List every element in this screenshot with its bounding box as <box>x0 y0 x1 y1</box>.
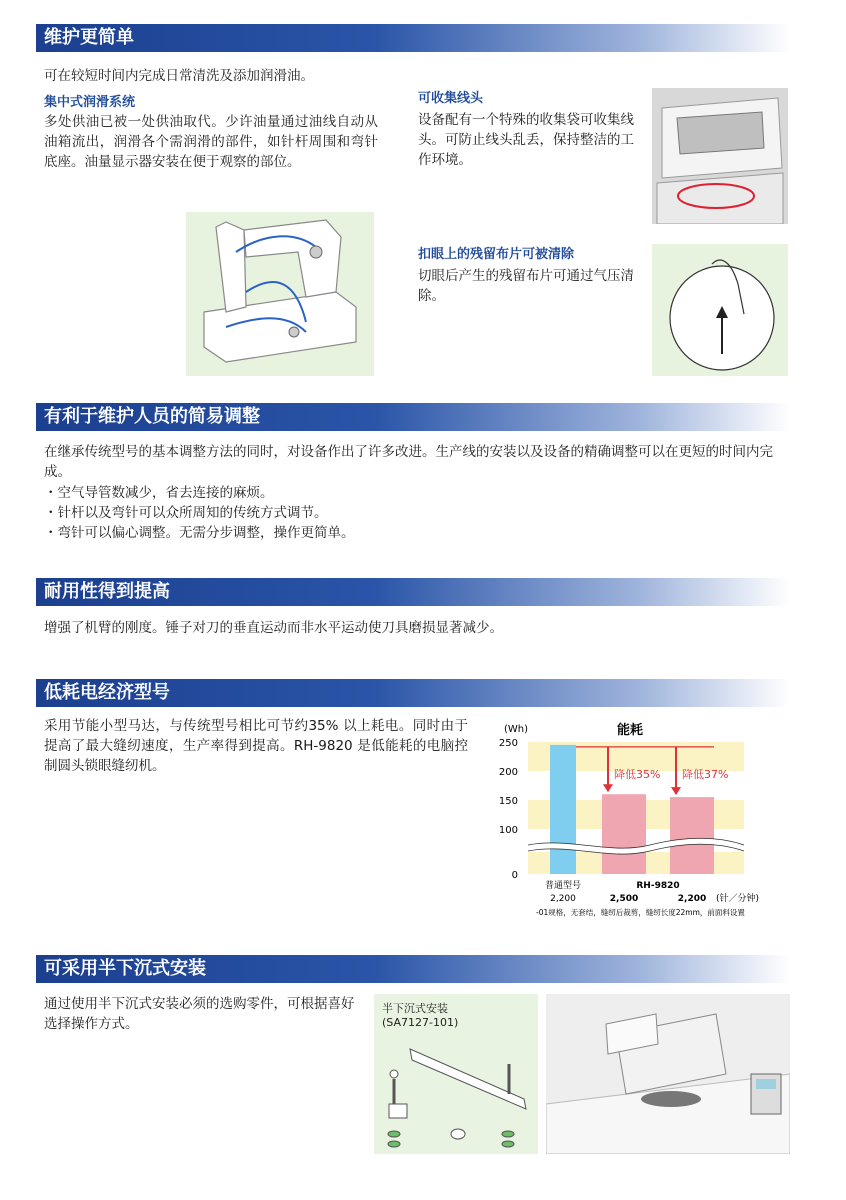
scrap-text: 切眼后产生的残留布片可通过气压清除。 <box>418 268 634 304</box>
adjust-bullet-2: ・针杆以及弯针可以众所周知的传统方式调节。 <box>44 505 328 521</box>
section-title-durability: 耐用性得到提高 <box>36 578 790 606</box>
part-name: 半下沉式安装 <box>382 1002 448 1015</box>
section-title-energy: 低耗电经济型号 <box>36 679 790 707</box>
chart-bar-1 <box>602 794 646 874</box>
collect-title: 可收集线头 <box>418 91 484 106</box>
chart-xlabel-0: 普通型号 <box>544 881 582 891</box>
chart-speed-0: 2,200 <box>550 894 576 904</box>
machine-photo <box>546 994 790 1154</box>
adjust-bullet-3: ・弯针可以偏心调整。无需分步调整，操作更简单。 <box>44 525 355 541</box>
part-code: (SA7127-101) <box>382 1016 459 1029</box>
chart-reduction-label-1: 降低37% <box>682 768 729 781</box>
energy-chart <box>490 712 790 922</box>
install-text: 通过使用半下沉式安装必须的选购零件，可根据喜好选择操作方式。 <box>44 996 355 1032</box>
energy-text: 采用节能小型马达，与传统型号相比可节约35% 以上耗电。同时由于提高了最大缝纫速度，生产率得到提高。RH-9820 是低能耗的电脑控制圆头锁眼缝纫机。 <box>44 718 468 774</box>
scrap-title: 扣眼上的残留布片可被清除 <box>418 247 575 262</box>
maintenance-intro: 可在较短时间内完成日常清洗及添加润滑油。 <box>44 68 314 84</box>
chart-ytick-100: 100 <box>498 825 518 836</box>
adjust-bullet-1: ・空气导管数减少，省去连接的麻烦。 <box>44 485 274 501</box>
lubrication-diagram <box>186 212 374 376</box>
section-title-install: 可采用半下沉式安装 <box>36 955 790 983</box>
lubrication-title: 集中式润滑系统 <box>44 95 136 110</box>
scrap-removal-diagram <box>652 244 788 376</box>
chart-ytick-150: 150 <box>498 796 518 807</box>
thread-collector-photo <box>652 88 788 224</box>
chart-arrowhead-0 <box>603 784 613 792</box>
section-title-adjust: 有利于维护人员的简易调整 <box>36 403 790 431</box>
chart-ytick-200: 200 <box>498 767 518 778</box>
chart-reduction-label-0: 降低35% <box>614 768 661 781</box>
section-title-maintenance: 维护更简单 <box>36 24 790 52</box>
chart-ytick-0: 0 <box>511 870 518 881</box>
chart-bar-0 <box>550 745 576 874</box>
install-parts-diagram <box>374 994 538 1154</box>
lubrication-text: 多处供油已被一处供油取代。少许油量通过油线自动从油箱流出，润滑各个需润滑的部件，如针杆周围和弯针底座。油量显示器安装在便于观察的部位。 <box>44 114 378 170</box>
chart-title: 能耗 <box>616 723 644 738</box>
chart-ytick-250: 250 <box>498 738 518 749</box>
adjust-text: 在继承传统型号的基本调整方法的同时，对设备作出了许多改进。生产线的安装以及设备的精确调整可以在更短的时间内完成。 <box>44 444 773 480</box>
chart-speed-2: 2,200 <box>677 894 707 904</box>
chart-speed-unit: (针／分钟) <box>716 894 760 904</box>
chart-ylabel: (Wh) <box>504 724 529 735</box>
chart-xlabel-1: RH-9820 <box>636 881 680 891</box>
collect-text: 设备配有一个特殊的收集袋可收集线头。可防止线头乱丢，保持整洁的工作环境。 <box>418 112 634 168</box>
chart-speed-1: 2,500 <box>609 894 639 904</box>
durability-text: 增强了机臂的刚度。锤子对刀的垂直运动而非水平运动使刀具磨损显著减少。 <box>44 620 503 636</box>
chart-bar-2 <box>670 797 714 874</box>
chart-arrowhead-1 <box>671 787 681 795</box>
chart-note: -01规格，无套结，缝纫后裁剪，缝纫长度22mm，前面料设置 <box>536 908 745 917</box>
